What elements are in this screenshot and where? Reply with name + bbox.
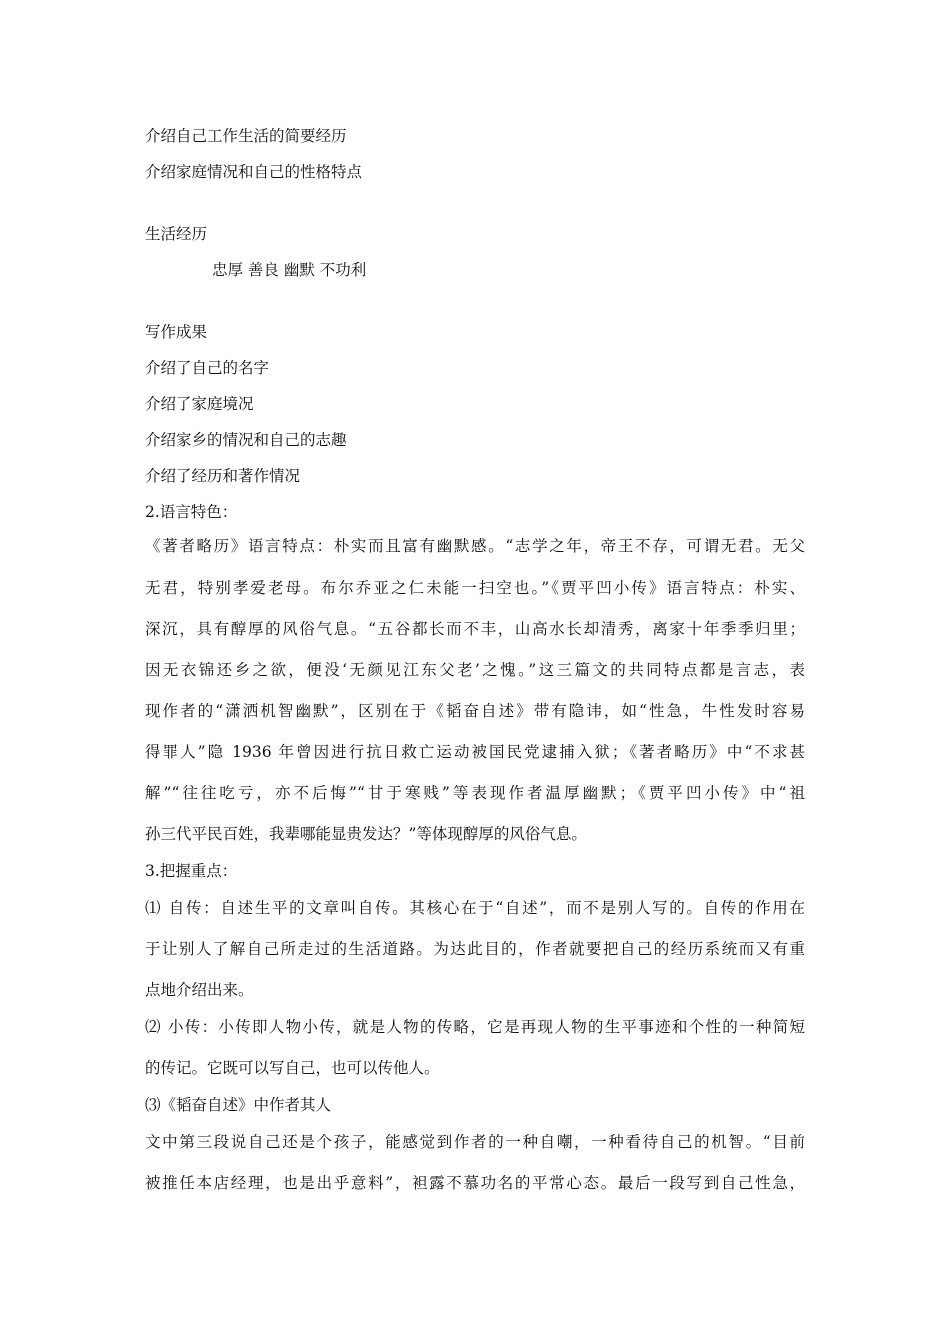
language-heading: 2.语言特色： [145, 503, 238, 521]
language-paragraph-line: 深沉，具有醇厚的风俗气息。“五谷都长而不丰，山高水长却清秀，离家十年季季归里； [145, 620, 805, 638]
language-paragraph-line: 因无衣锦还乡之欲，便没‘无颜见江东父老’之愧。”这三篇文的共同特点都是言志，表 [145, 661, 805, 679]
language-paragraph-line: 无君，特别孝爱老母。布尔乔亚之仁未能一扫空也。”《贾平凹小传》语言特点：朴实、 [145, 579, 805, 597]
keypoints-paragraph-line: 被推任本店经理，也是出乎意料”，袒露不慕功名的平常心态。最后一段写到自己性急， [145, 1174, 805, 1192]
language-paragraph-line: 得罪人”隐 1936 年曾因进行抗日救亡运动被国民党逮捕入狱；《著者略历》中“不求甚 [145, 743, 805, 761]
results-item: 介绍家乡的情况和自己的志趣 [145, 431, 347, 449]
keypoints-paragraph-line: ⑶《韬奋自述》中作者其人 [145, 1096, 332, 1114]
language-paragraph-line: 解”“往往吃亏，亦不后悔”“甘于寒贱”等表现作者温厚幽默；《贾平凹小传》中“祖 [145, 784, 805, 802]
keypoints-paragraph-line: 的传记。它既可以写自己，也可以传他人。 [145, 1059, 440, 1077]
life-heading: 生活经历 [145, 225, 208, 243]
keypoints-paragraph-line: 点地介绍出来。 [145, 981, 254, 999]
keypoints-paragraph-line: ⑴ 自传：自述生平的文章叫自传。其核心在于“自述”，而不是别人写的。自传的作用在 [145, 899, 805, 917]
language-paragraph-line: 《著者略历》语言特点：朴实而且富有幽默感。“志学之年，帝王不存，可谓无君。无父 [145, 537, 805, 555]
intro-line-2: 介绍家庭情况和自己的性格特点 [145, 163, 363, 181]
language-paragraph-line: 现作者的“潇洒机智幽默”，区别在于《韬奋自述》带有隐讳，如“性急，牛性发时容易 [145, 702, 805, 720]
keypoints-paragraph-line: 文中第三段说自己还是个孩子，能感觉到作者的一种自嘲，一种看待自己的机智。“目前 [145, 1133, 805, 1151]
results-item: 介绍了经历和著作情况 [145, 467, 301, 485]
intro-line-1: 介绍自己工作生活的简要经历 [145, 127, 347, 145]
keypoints-paragraph-line: ⑵ 小传：小传即人物小传，就是人物的传略，它是再现人物的生平事迹和个性的一种简短 [145, 1018, 805, 1036]
results-heading: 写作成果 [145, 323, 208, 341]
language-paragraph-line: 孙三代平民百姓，我辈哪能显贵发达？”等体现醇厚的风俗气息。 [145, 825, 587, 843]
results-item: 介绍了自己的名字 [145, 359, 270, 377]
traits-line: 忠厚 善良 幽默 不功利 [212, 261, 367, 279]
keypoints-heading: 3.把握重点： [145, 862, 238, 880]
keypoints-paragraph-line: 于让别人了解自己所走过的生活道路。为达此目的，作者就要把自己的经历系统而又有重 [145, 940, 805, 958]
results-item: 介绍了家庭境况 [145, 395, 254, 413]
